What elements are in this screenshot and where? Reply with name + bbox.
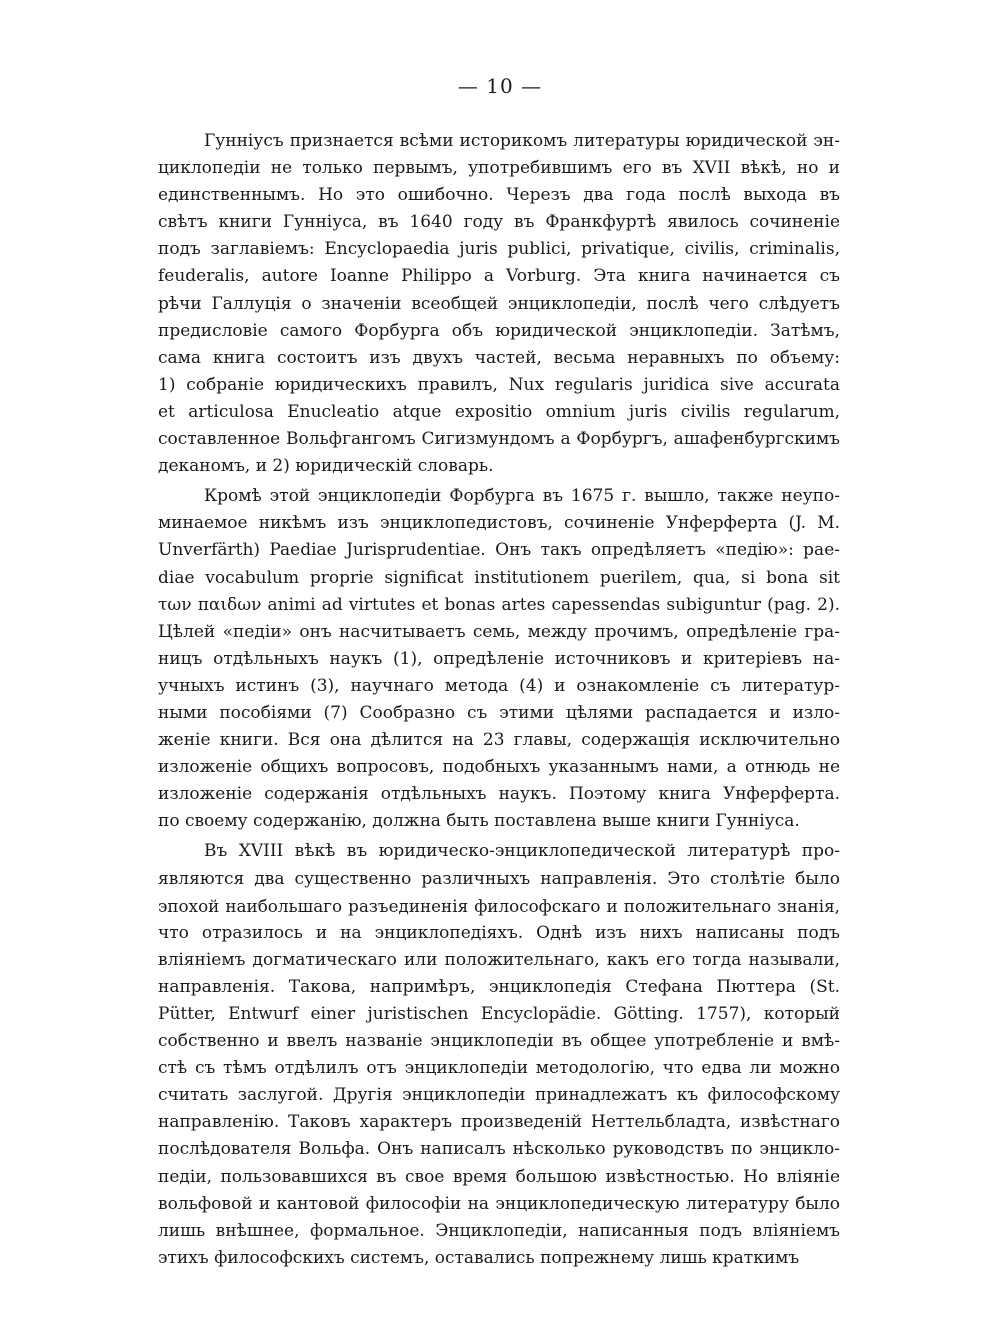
text-line: минаемое никѣмъ изъ энциклопедистовъ, сочиненіе Унферферта (J. M.	[158, 513, 840, 534]
text-line: этихъ философскихъ системъ, оставались попрежнему лишь краткимъ	[158, 1247, 800, 1268]
text-line: считать заслугой. Другія энциклопедіи принадлежатъ къ философскому	[158, 1085, 840, 1106]
body-text	[158, 128, 840, 1272]
text-line: Гунніусъ признается всѣми историкомъ литературы юридической эн-	[204, 131, 840, 151]
text-line: послѣдователя Вольфа. Онъ написалъ нѣсколько руководствъ по энцикло-	[158, 1139, 840, 1160]
paragraph	[158, 483, 840, 835]
text-line: направленія. Такова, напримѣръ, энциклопедія Стефана Пюттера (St.	[158, 976, 840, 997]
text-line: diae vocabulum proprie significat institutionem puerilem, qua, si bona sit	[158, 567, 840, 588]
text-line: сама книга состоитъ изъ двухъ частей, весьма неравныхъ по объему:	[158, 347, 840, 368]
text-line: Unverfärth) Paediae Jurisprudentiae. Онъ такъ опредѣляетъ «педію»: pae-	[158, 540, 840, 561]
text-line: подъ заглавіемъ: Encyclopaedia juris publici, privatique, civilis, criminalis,	[158, 239, 840, 260]
text-line: Цѣлей «педіи» онъ насчитываетъ семь, между прочимъ, опредѣленіе гра-	[158, 621, 840, 642]
paragraph	[158, 838, 840, 1272]
text-line: Pütter, Entwurf einer juristischen Encyclopädie. Götting. 1757), который	[158, 1004, 840, 1024]
text-line: рѣчи Галлуція о значеніи всеобщей энциклопедіи, послѣ чего слѣдуетъ	[158, 293, 840, 314]
text-line: предисловіе самого Форбурга объ юридической энциклопедіи. Затѣмъ,	[158, 320, 840, 341]
text-line: женіе книги. Вся она дѣлится на 23 главы, содержащія исключительно	[158, 730, 840, 751]
text-line: учныхъ истинъ (3), научнаго метода (4) и ознакомленіе съ литератур-	[158, 675, 840, 696]
text-line: единственнымъ. Но это ошибочно. Черезъ два года послѣ выхода въ	[158, 185, 840, 206]
text-line: что отразилось и на энциклопедіяхъ. Однѣ изъ нихъ написаны подъ	[158, 922, 840, 943]
text-line: педіи, пользовавшихся въ свое время большою извѣстностью. Но вліяніе	[158, 1166, 840, 1187]
text-line: ными пособіями (7) Сообразно съ этими цѣлями распадается и изло-	[158, 702, 840, 723]
text-line: направленію. Таковъ характеръ произведеній Неттельбладта, извѣстнаго	[158, 1112, 840, 1133]
text-line: деканомъ, и 2) юридическій словарь.	[158, 456, 494, 477]
text-line: изложеніе содержанія отдѣльныхъ наукъ. Поэтому книга Унферферта.	[158, 784, 840, 805]
text-line: ницъ отдѣльныхъ наукъ (1), опредѣленіе источниковъ и критеріевъ на-	[158, 648, 840, 669]
text-line: циклопедіи не только первымъ, употребившимъ его въ XVII вѣкѣ, но и	[158, 158, 840, 179]
text-line: et articulosa Enucleatio atque expositio omnium juris civilis regularum,	[158, 401, 840, 422]
text-line: 1) собраніе юридическихъ правилъ, Nux regularis juridica sive accurata	[158, 374, 840, 395]
text-line: Кромѣ этой энциклопедіи Форбурга въ 1675 г. вышло, также неупо-	[204, 486, 840, 507]
text-line: являются два существенно различныхъ направленія. Это столѣтіе было	[158, 868, 840, 889]
page-number: — 10 —	[457, 74, 543, 98]
text-line: Въ XVIII вѣкѣ въ юридическо-энциклопедической литературѣ про-	[204, 841, 840, 862]
text-line: лишь внѣшнее, формальное. Энциклопедіи, написанныя подъ вліяніемъ	[158, 1220, 840, 1241]
paragraph	[158, 128, 840, 480]
text-line: feuderalis, autore Ioanne Philippo a Vorburg. Эта книга начинается съ	[158, 266, 840, 287]
text-line: эпохой наибольшаго разъединенія философскаго и положительнаго знанія,	[158, 895, 840, 916]
text-line: составленное Вольфгангомъ Сигизмундомъ а Форбургъ, ашафенбургскимъ	[158, 429, 840, 450]
text-line: вліяніемъ догматическаго или положительнаго, какъ его тогда называли,	[158, 949, 840, 970]
text-line: собственно и ввелъ названіе энциклопедіи въ общее употребленіе и вмѣ-	[158, 1031, 840, 1052]
text-line: изложеніе общихъ вопросовъ, подобныхъ указаннымъ нами, а отнюдь не	[158, 757, 840, 778]
text-line: των παιδων animi ad virtutes et bonas artes capessendas subiguntur (pag. 2).	[158, 594, 840, 615]
text-line: стѣ съ тѣмъ отдѣлилъ отъ энциклопедіи методологію, что едва ли можно	[158, 1058, 840, 1079]
text-line: свѣтъ книги Гунніуса, въ 1640 году въ Франкфуртѣ явилось сочиненіе	[158, 212, 840, 233]
text-line: по своему содержанію, должна быть поставлена выше книги Гунніуса.	[158, 811, 800, 832]
text-line: вольфовой и кантовой философіи на энциклопедическую литературу было	[158, 1193, 840, 1214]
